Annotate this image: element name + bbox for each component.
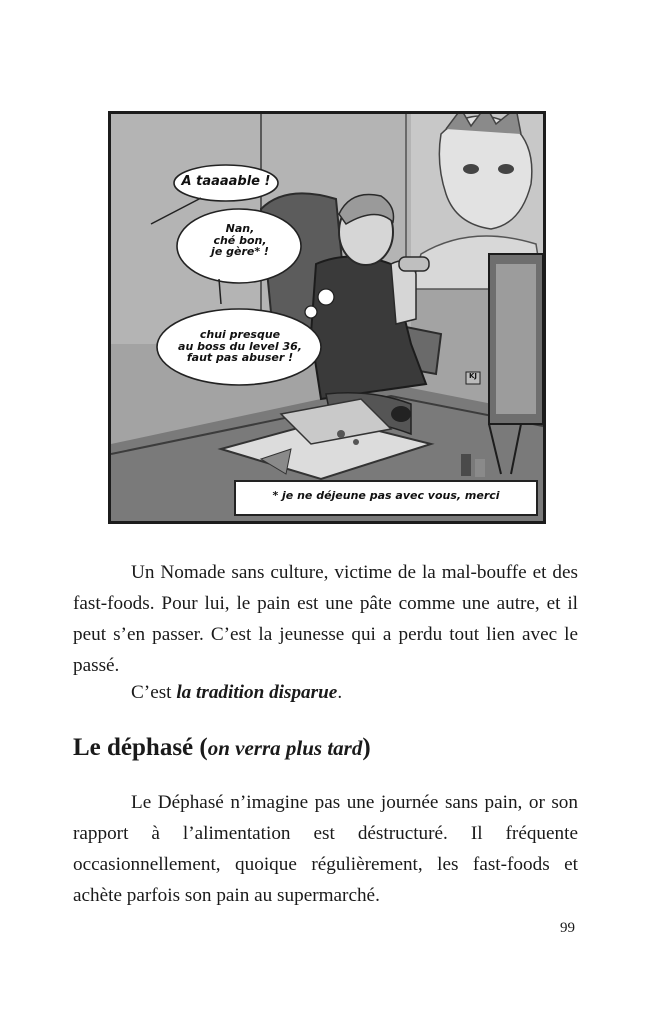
paragraph-dephase: Le Déphasé n’imagine pas une journée sans pain, or son rapport à l’alimentation est déstructuré. Il fréquente occasionnellement, quoique régulièrement, les fast-foods et achète parfois son pain au supermarché. <box>73 792 578 906</box>
page-number: 99 <box>560 920 575 936</box>
comic-illustration <box>108 111 546 524</box>
paragraph-nomade: Un Nomade sans culture, victime de la mal-bouffe et des fast-foods. Pour lui, le pain est une pâte comme une autre, et il peut s’en passer. C’est la jeunesse qui a perdu tout lien avec le passé. <box>73 562 578 676</box>
speech-bubble-1: A taaaable ! <box>181 174 271 189</box>
paragraph-tradition <box>73 677 578 708</box>
tradition-prefix: C’est <box>131 682 177 703</box>
artist-signature: KJ <box>468 372 478 380</box>
comic-drawing <box>111 114 543 521</box>
bubble-3-line-2: au boss du level 36, <box>178 339 302 353</box>
heading-close: ) <box>362 734 371 761</box>
bubble-2-line-1: Nan, <box>225 222 255 235</box>
heading-open: ( <box>193 734 208 761</box>
bubble-3-line-1: chui presque <box>199 328 281 341</box>
section-heading <box>73 734 371 762</box>
bubble-3-line-3: faut pas abuser ! <box>186 351 294 365</box>
bubble-2-line-3: je gère* ! <box>211 245 269 259</box>
thought-bubble <box>157 329 323 364</box>
bubble-2-line-2: ché bon, <box>213 233 267 247</box>
tradition-suffix: . <box>337 682 343 703</box>
speech-bubble-2 <box>191 223 289 258</box>
heading-subtitle: on verra plus tard <box>207 736 363 760</box>
comic-caption: * je ne déjeune pas avec vous, merci <box>272 489 500 502</box>
tradition-emphasis: la tradition disparue <box>176 682 338 703</box>
heading-title: Le déphasé <box>73 734 194 761</box>
